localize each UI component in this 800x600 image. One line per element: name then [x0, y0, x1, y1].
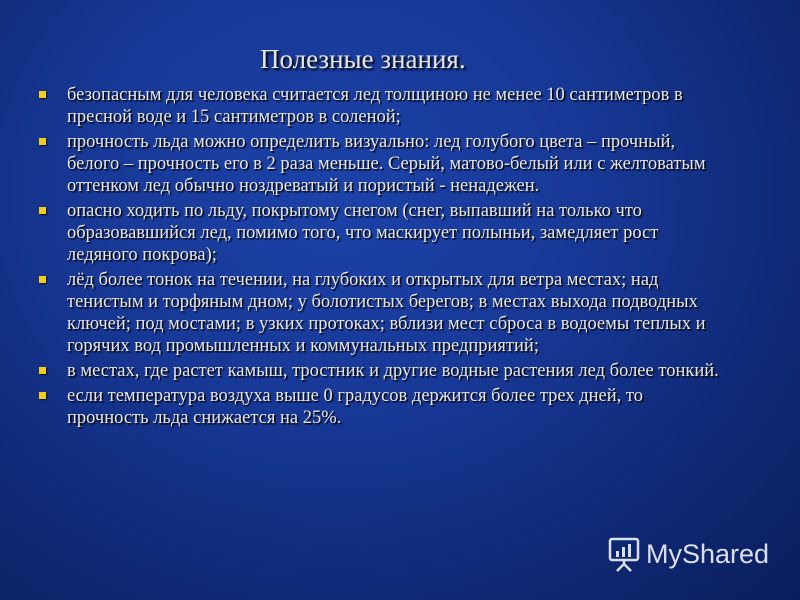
bullet-text: опасно ходить по льду, покрытому снегом (снег, выпавший на только что образовавшийся лед, помимо того, что маскирует полыньи, замедляет рост ледяного покрова);: [67, 201, 659, 265]
bullet-item: [37, 200, 727, 266]
square-bullet-icon: [39, 392, 46, 399]
square-bullet-icon: [39, 276, 46, 283]
square-bullet-icon: [39, 367, 46, 374]
bullet-item: [37, 360, 727, 382]
square-bullet-icon: [39, 207, 46, 214]
bullet-item: [37, 84, 727, 128]
bullet-item: [37, 269, 727, 357]
bullet-text: в местах, где растет камыш, тростник и другие водные растения лед более тонкий.: [67, 361, 719, 381]
bullet-text: прочность льда можно определить визуально: лед голубого цвета – прочный, белого – прочность его в 2 раза меньше. Серый, матово-белый или с желтоватым оттенком лед обычно ноздреватый и пористый - ненадежен.: [67, 132, 706, 196]
bullet-text: безопасным для человека считается лед толщиною не менее 10 сантиметров в пресной воде и 15 сантиметров в соленой;: [67, 85, 683, 127]
watermark: [608, 536, 769, 572]
bullet-text: лёд более тонок на течении, на глубоких и открытых для ветра местах; над тенистым и торфяным дном; у болотистых берегов; в местах выхода подводных ключей; под мостами; в узких протоках; вблизи мест сброса в водоемы теплых и горячих вод промышленных и коммунальных предприятий;: [67, 270, 706, 356]
square-bullet-icon: [39, 91, 46, 98]
bullet-item: [37, 131, 727, 197]
watermark-text: MyShared: [646, 538, 770, 569]
presentation-board-icon: [608, 536, 640, 572]
bullet-text: если температура воздуха выше 0 градусов держится более трех дней, то прочность льда снижается на 25%.: [67, 386, 643, 428]
bullet-list: [37, 84, 727, 432]
slide-title: Полезные знания.: [260, 44, 466, 74]
square-bullet-icon: [39, 138, 46, 145]
bullet-item: [37, 385, 727, 429]
